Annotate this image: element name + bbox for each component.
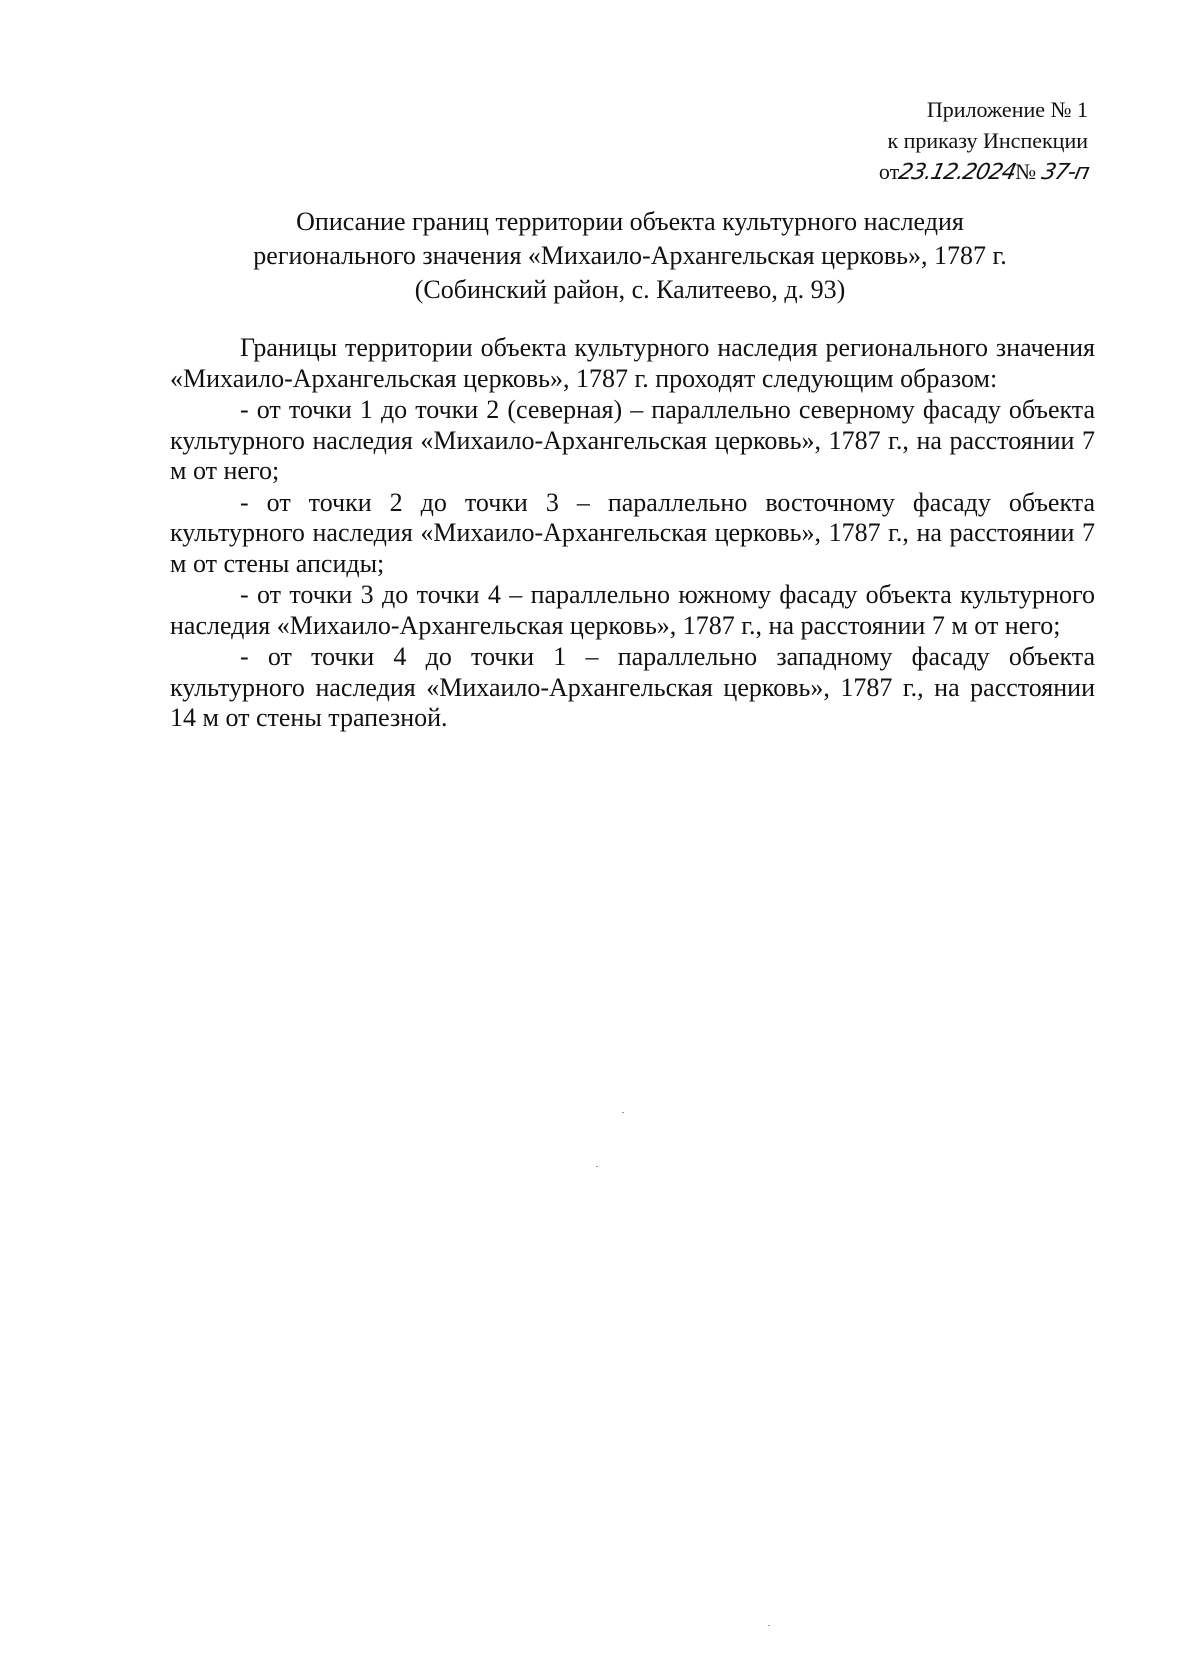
handwritten-number: 37-п: [1039, 160, 1091, 185]
boundary-item-2: - от точки 2 до точки 3 – параллельно восточному фасаду объекта культурного наследия «Михаило-Архангельская церковь», 1787 г., на расстоянии 7 м от стены апсиды;: [170, 487, 1095, 578]
annex-label: Приложение № 1: [926, 97, 1088, 122]
title-line-1: Описание границ территории объекта культурного наследия: [296, 207, 964, 236]
handwritten-date: 23.12.2024: [896, 160, 1018, 185]
title-line-2: регионального значения «Михаило-Архангельская церковь», 1787 г.: [253, 241, 1007, 270]
annex-header: [668, 94, 1091, 188]
intro-paragraph: Границы территории объекта культурного наследия регионального значения «Михаило-Архангельская церковь», 1787 г. проходят следующим образом:: [170, 333, 1095, 393]
boundary-item-1: - от точки 1 до точки 2 (северная) – параллельно северному фасаду объекта культурного наследия «Михаило-Архангельская церковь», 1787 г., на расстоянии 7 м от него;: [170, 395, 1095, 485]
date-prefix: от: [878, 159, 900, 184]
annex-order-reference: к приказу Инспекции: [887, 128, 1088, 153]
scan-speck: [622, 1112, 624, 1113]
annex-date-number: [668, 156, 1091, 188]
document-body: [170, 333, 1095, 734]
number-prefix: №: [1015, 159, 1037, 184]
boundary-item-4: - от точки 4 до точки 1 – параллельно западному фасаду объекта культурного наследия «Михаило-Архангельская церковь», 1787 г., на расстоянии 14 м от стены трапезной.: [170, 642, 1095, 732]
title-line-3: (Собинский район, с. Калитеево, д. 93): [414, 275, 846, 304]
document-title: [160, 205, 1100, 307]
boundary-item-3: - от точки 3 до точки 4 – параллельно южному фасаду объекта культурного наследия «Михаило-Архангельская церковь», 1787 г., на расстоянии 7 м от него;: [170, 580, 1095, 640]
scan-speck: [768, 1625, 770, 1626]
scan-speck: [596, 1166, 598, 1167]
